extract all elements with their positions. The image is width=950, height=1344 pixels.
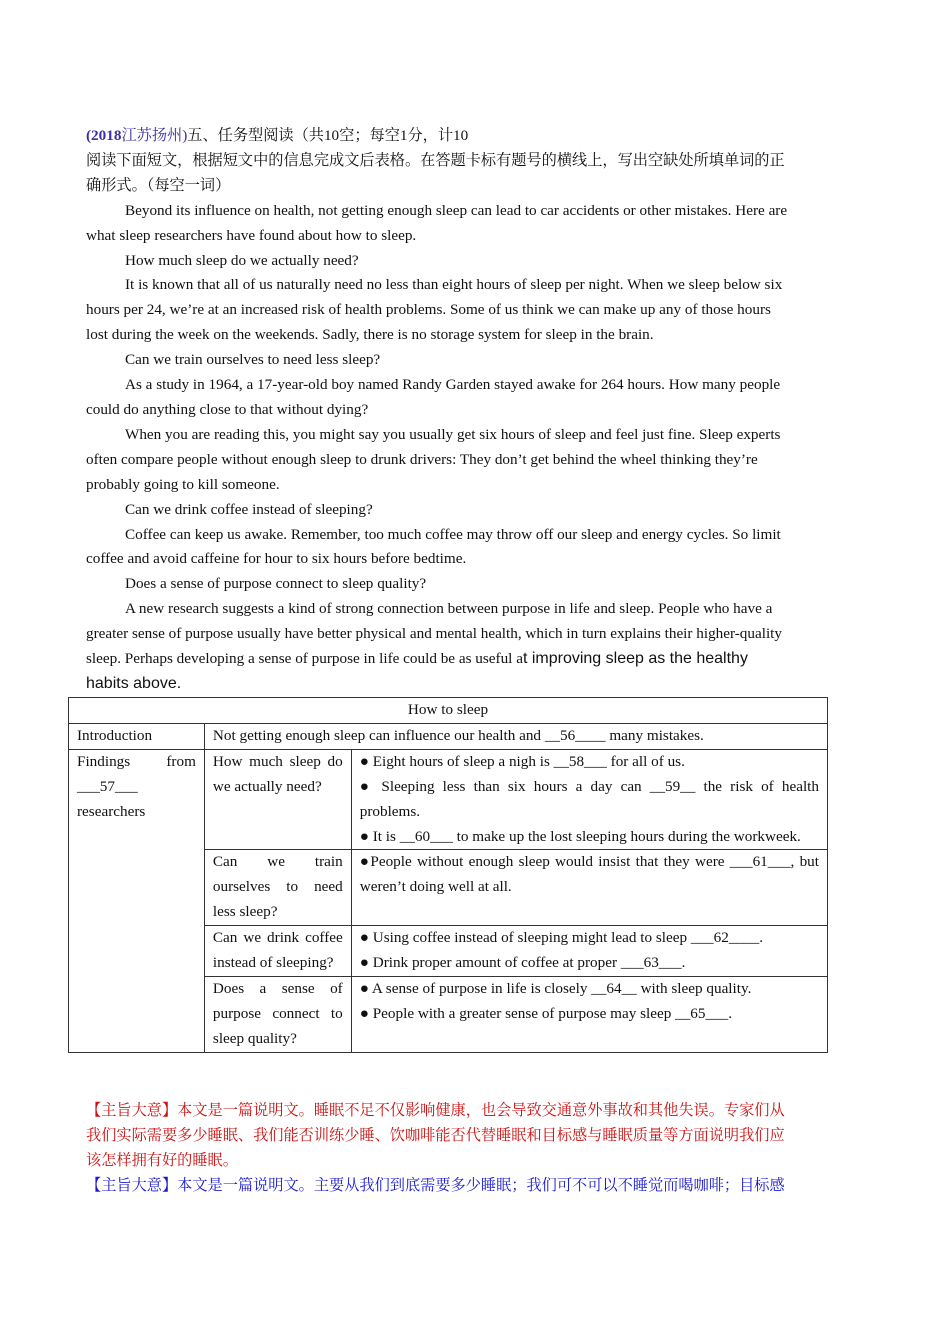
source-place: 江苏扬州) (121, 127, 188, 144)
passage-line: As a study in 1964, a 17-year-old boy named Randy Garden stayed awake for 264 hours. How many people (125, 376, 781, 394)
section-header (86, 124, 858, 149)
instruction-line: 阅读下面短文，根据短文中的信息完成文后表格。在答题卡标有题号的横线上，写出空缺处所填单词的正 (86, 151, 785, 169)
passage-line: could do anything close to that without dying? (86, 400, 369, 418)
row-question: Can we train ourselves to need less sleep? (204, 850, 351, 926)
row-answers (351, 749, 827, 850)
row-answers (351, 976, 827, 1052)
table-title-row (69, 698, 828, 724)
answer-item: ● A sense of purpose in life is closely __64__ with sleep quality. (359, 979, 752, 997)
passage-line: what sleep researchers have found about how to sleep. (86, 226, 417, 244)
table-intro-row (69, 723, 828, 749)
passage-question: Does a sense of purpose connect to sleep quality? (125, 575, 427, 593)
passage-line: greater sense of purpose usually have better physical and mental health, which in turn explains their higher-quality (86, 625, 782, 643)
section-title: 五、任务型阅读（共10空；每空1分，计10 (187, 127, 469, 144)
row-answers (351, 926, 827, 977)
intro-text: Not getting enough sleep can influence our health and __56____ many mistakes. (204, 723, 827, 749)
passage-question: Can we train ourselves to need less sleep? (125, 351, 381, 369)
passage-line: probably going to kill someone. (86, 475, 280, 493)
passage-question: How much sleep do we actually need? (125, 251, 359, 269)
summary-red-line: 【主旨大意】本文是一篇说明文。睡眠不足不仅影响健康，也会导致交通意外事故和其他失误。专家们从 (86, 1102, 785, 1119)
passage-question: Can we drink coffee instead of sleeping? (125, 500, 373, 518)
passage-text-sans: t improving sleep as the healthy (522, 650, 748, 668)
answer-item: ● People with a greater sense of purpose may sleep __65___. (359, 1004, 733, 1022)
passage-line: hours per 24, we’re at an increased risk of health problems. Some of us think we can make up any of those hours (86, 301, 771, 319)
passage-line: A new research suggests a kind of strong connection between purpose in life and sleep. People who have a (125, 600, 773, 618)
summary-notes (86, 1099, 858, 1199)
instruction-line: 确形式。（每空一词） (86, 176, 231, 194)
row-question: Can we drink coffee instead of sleeping? (204, 926, 351, 977)
passage-line: often compare people without enough sleep to drunk drivers: They don’t get behind the wheel thinking they’re (86, 450, 758, 468)
passage-line: It is known that all of us naturally need no less than eight hours of sleep per night. When we sleep below six (125, 276, 783, 294)
answer-item: ● It is __60___ to make up the lost sleeping hours during the workweek. (359, 827, 801, 845)
passage-line: Beyond its influence on health, not getting enough sleep can lead to car accidents or other mistakes. Here are (125, 201, 788, 219)
row-question: Does a sense of purpose connect to sleep quality? (204, 976, 351, 1052)
passage-line: Coffee can keep us awake. Remember, too much coffee may throw off our sleep and energy cycles. So limit (125, 525, 781, 543)
row-answers (351, 850, 827, 926)
task-table (68, 697, 828, 1053)
source-year: (2018 (86, 127, 122, 144)
answer-item: ● Sleeping less than six hours a day can __59__ the risk of health problems. (359, 777, 819, 820)
findings-label: Findings from ___57___ researchers (69, 749, 205, 1052)
passage-line: coffee and avoid caffeine for hour to six hours before bedtime. (86, 550, 467, 568)
passage-line-sans: habits above. (86, 674, 182, 692)
passage-text: sleep. Perhaps developing a sense of purpose in life could be as useful a (86, 650, 523, 668)
passage-line (86, 647, 858, 672)
table-title: How to sleep (69, 698, 828, 724)
answer-item: ● Eight hours of sleep a nigh is __58___ for all of us. (359, 752, 685, 770)
summary-blue-line: 【主旨大意】本文是一篇说明文。主要从我们到底需要多少睡眠；我们可不可以不睡觉而喝咖啡；目标感 (86, 1176, 785, 1194)
intro-label: Introduction (69, 723, 205, 749)
answer-item: ● Using coffee instead of sleeping might lead to sleep ___62____. (359, 929, 764, 947)
answer-item: ●People without enough sleep would insist that they were ___61___, but weren’t doing well at all. (359, 853, 819, 896)
summary-red-line: 该怎样拥有好的睡眠。 (86, 1151, 238, 1169)
passage-line: lost during the week on the weekends. Sadly, there is no storage system for sleep in the brain. (86, 326, 654, 344)
row-question: How much sleep do we actually need? (204, 749, 351, 850)
summary-red-line: 我们实际需要多少睡眠、我们能否训练少睡、饮咖啡能否代替睡眠和目标感与睡眠质量等方面说明我们应 (86, 1126, 785, 1144)
table-row (69, 749, 828, 850)
document-body (86, 124, 858, 697)
passage-line: When you are reading this, you might say you usually get six hours of sleep and feel just fine. Sleep experts (125, 425, 781, 443)
answer-item: ● Drink proper amount of coffee at proper ___63___. (359, 954, 686, 972)
